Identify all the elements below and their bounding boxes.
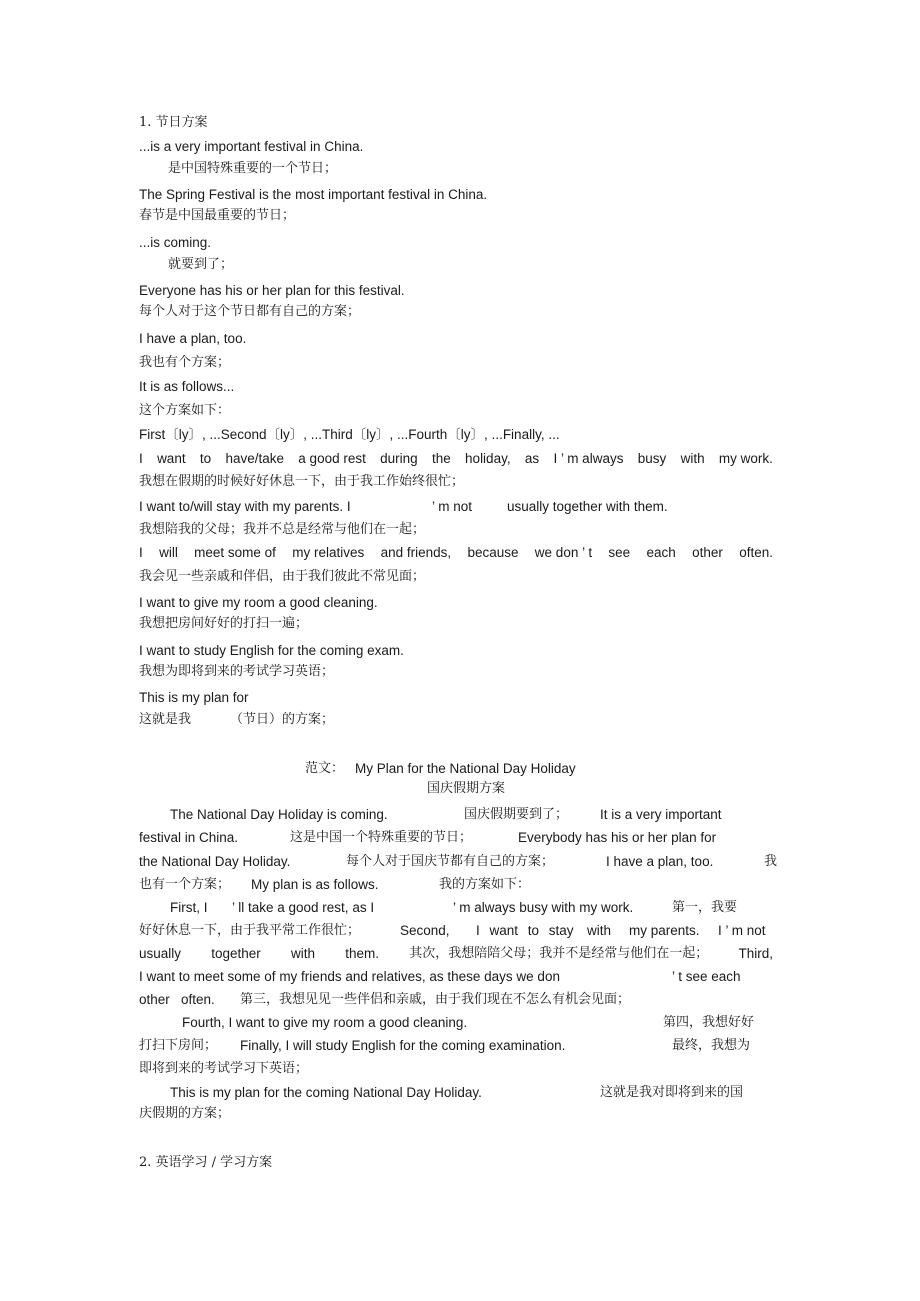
essay-text: 打扫下房间；	[139, 1038, 218, 1053]
essay-text: First, I	[170, 900, 208, 915]
study-cn: 我想为即将到来的考试学习英语；	[139, 664, 335, 679]
clean-en: I want to give my room a good cleaning.	[139, 595, 378, 610]
essay-title: My Plan for the National Day Holiday	[355, 761, 576, 776]
word: I	[139, 451, 143, 466]
essay-text: 好好休息一下，由于我平常工作很忙；	[139, 923, 361, 938]
word: often.	[739, 545, 773, 560]
essay-text: My plan is as follows.	[251, 877, 379, 892]
phrase-cn: 是中国特殊重要的一个节日；	[168, 161, 338, 176]
word: see	[608, 545, 631, 560]
plan-cn-a: 这就是我	[139, 712, 192, 727]
word: want	[157, 451, 186, 466]
essay-text: Second,	[400, 923, 450, 938]
phrase-en: It is as follows...	[139, 379, 235, 394]
word: I ’ m always	[553, 451, 624, 466]
word: we don ’ t	[534, 545, 593, 560]
word: because	[467, 545, 519, 560]
essay-text: other	[139, 992, 170, 1007]
essay-text: my parents.	[629, 923, 700, 938]
word: will	[159, 545, 178, 560]
essay-text: 第四，我想好好	[663, 1015, 755, 1030]
essay-text: ’ m always busy with my work.	[453, 900, 634, 915]
phrase-cn: 就要到了；	[168, 257, 234, 272]
word: 其次，我想陪陪父母；我并不是经常与他们在一起；	[409, 946, 709, 961]
essay-text: 这是中国一个特殊重要的节日；	[290, 830, 473, 845]
meet-cn: 我会见一些亲戚和伴侣，由于我们彼此不常见面；	[139, 569, 426, 584]
essay-text: with	[587, 923, 612, 938]
word: the	[431, 451, 451, 466]
word: meet some of	[194, 545, 276, 560]
study-en: I want to study English for the coming exam.	[139, 643, 404, 658]
word: busy	[637, 451, 667, 466]
phrase-cn: 这个方案如下：	[139, 403, 231, 418]
word: Third,	[738, 946, 773, 961]
parents-en-c: usually together with them.	[507, 499, 668, 514]
essay-text: 庆假期的方案；	[139, 1106, 231, 1121]
word: usually	[139, 946, 182, 961]
essay-text: 第一，我要	[672, 900, 738, 915]
word: during	[380, 451, 418, 466]
phrase-cn: 春节是中国最重要的节日；	[139, 208, 296, 223]
word: and friends,	[380, 545, 452, 560]
essay-text: 我	[764, 854, 778, 869]
section-2-heading: 2. 英语学习 / 学习方案	[139, 1155, 273, 1170]
phrase-en: Everyone has his or her plan for this festival.	[139, 283, 405, 298]
word: together	[211, 946, 261, 961]
essay-label: 范文：	[305, 761, 345, 776]
word: as	[524, 451, 540, 466]
word: with	[291, 946, 316, 961]
essay-text: I want to meet some of my friends and relatives, as these days we don	[139, 969, 560, 984]
rest-cn: 我想在假期的时候好好休息一下，由于我工作始终很忙；	[139, 474, 465, 489]
word: to	[199, 451, 212, 466]
word: with	[680, 451, 705, 466]
word: a good rest	[298, 451, 366, 466]
essay-text: 即将到来的考试学习下英语；	[139, 1061, 309, 1076]
phrase-en: The Spring Festival is the most important festival in China.	[139, 187, 488, 202]
essay-text: 这就是我对即将到来的国	[600, 1085, 744, 1100]
essay-subtitle: 国庆假期方案	[427, 781, 506, 796]
clean-cn: 我想把房间好好的打扫一遍；	[139, 616, 309, 631]
plan-cn-b: （节日）的方案；	[230, 712, 335, 727]
essay-text: 也有一个方案；	[139, 877, 231, 892]
essay-text: It is a very important	[600, 807, 722, 822]
word: them.	[345, 946, 380, 961]
phrase-en: ...is coming.	[139, 235, 212, 250]
sequence-line: First〔ly〕, ...Second〔ly〕, ...Third〔ly〕, ...Fourth〔ly〕, ...Finally, ...	[139, 427, 560, 442]
word: I	[139, 545, 143, 560]
essay-text: 我的方案如下：	[439, 877, 531, 892]
plan-en: This is my plan for	[139, 690, 249, 705]
word: holiday,	[465, 451, 511, 466]
word: have/take	[225, 451, 284, 466]
word: my relatives	[292, 545, 365, 560]
word: each	[646, 545, 676, 560]
essay-text: ’ t see each	[672, 969, 741, 984]
essay-text: This is my plan for the coming National Day Holiday.	[170, 1085, 482, 1100]
phrase-en: ...is a very important festival in China.	[139, 139, 364, 154]
essay-text: the National Day Holiday.	[139, 854, 291, 869]
essay-text: 国庆假期要到了；	[464, 807, 569, 822]
essay-text: 每个人对于国庆节都有自己的方案；	[346, 854, 555, 869]
essay-text: Fourth, I want to give my room a good cleaning.	[182, 1015, 468, 1030]
essay-text: I have a plan, too.	[606, 854, 714, 869]
essay-text: ’ ll take a good rest, as I	[232, 900, 375, 915]
section-1-heading: 1. 节日方案	[139, 115, 208, 130]
phrase-cn: 我也有个方案；	[139, 355, 231, 370]
essay-text: The National Day Holiday is coming.	[170, 807, 388, 822]
essay-text: Everybody has his or her plan for	[518, 830, 717, 845]
parents-en-a: I want to/will stay with my parents. I	[139, 499, 351, 514]
rest-sentence	[139, 450, 773, 468]
essay-text: 最终，我想为	[672, 1038, 751, 1053]
essay-text: Finally, I will study English for the coming examination.	[240, 1038, 566, 1053]
phrase-en: I have a plan, too.	[139, 331, 247, 346]
essay-text: 第三，我想见见一些伴侣和亲戚，由于我们现在不怎么有机会见面；	[240, 992, 631, 1007]
parents-cn: 我想陪我的父母；我并不总是经常与他们在一起；	[139, 522, 426, 537]
parents-en-b: ’ m not	[432, 499, 473, 514]
word: other	[692, 545, 723, 560]
essay-text: I want to stay	[476, 923, 574, 938]
essay-justified-line	[139, 945, 773, 963]
essay-text: often.	[181, 992, 215, 1007]
phrase-cn: 每个人对于这个节日都有自己的方案；	[139, 304, 361, 319]
word: my work.	[718, 451, 773, 466]
essay-text: festival in China.	[139, 830, 239, 845]
essay-text: I ’ m not	[718, 923, 766, 938]
meet-sentence	[139, 544, 773, 562]
